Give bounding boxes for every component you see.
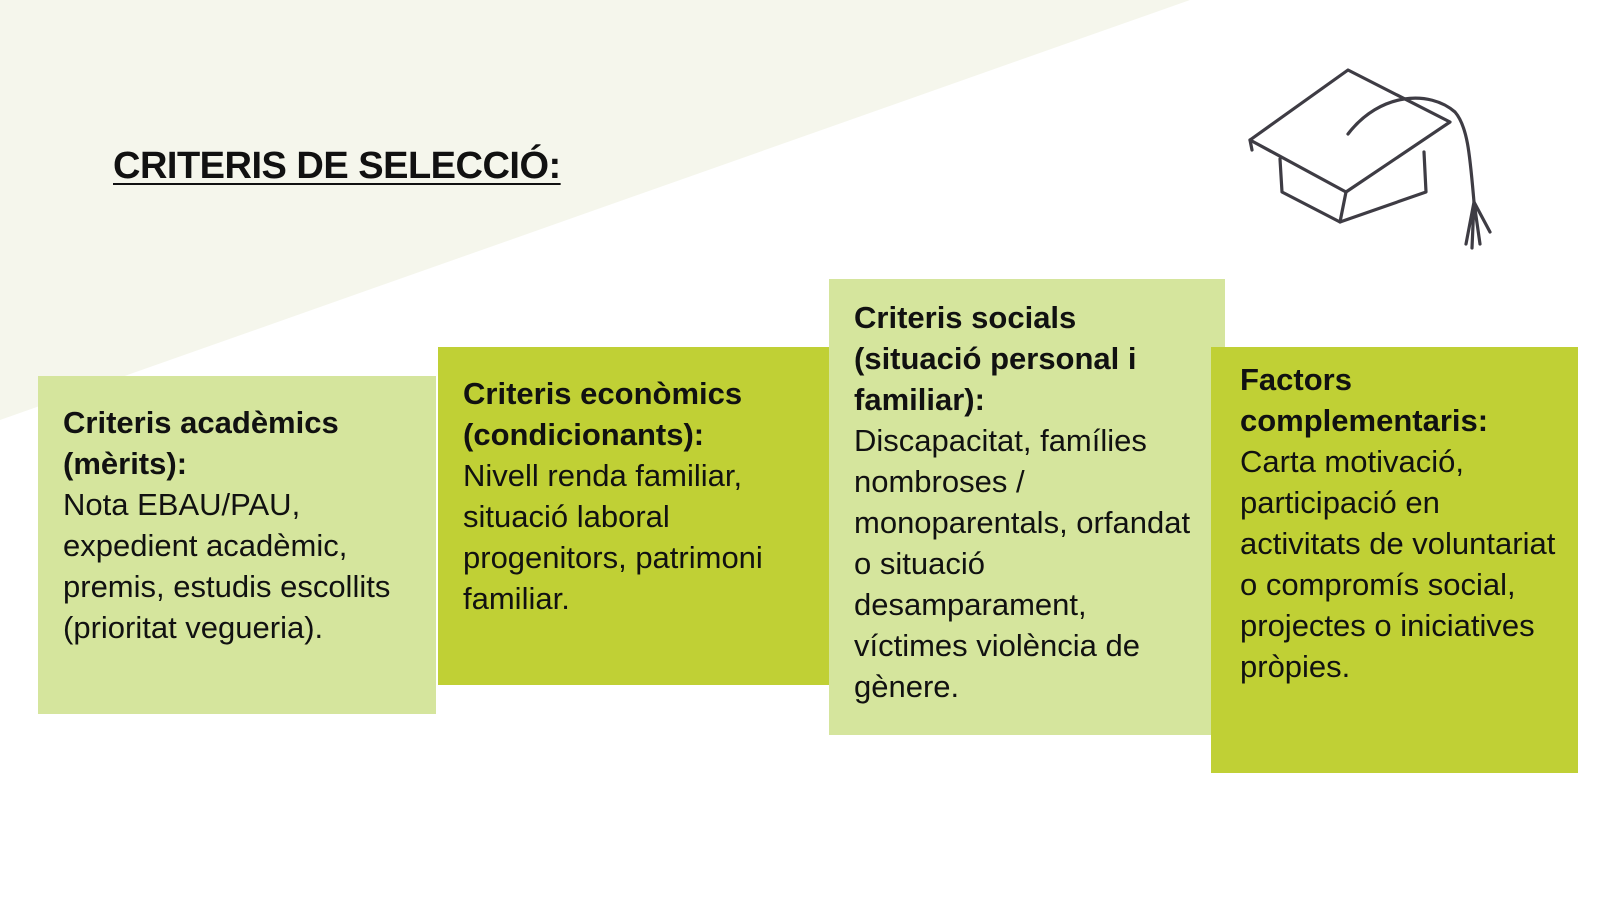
card-academic-criteria [38, 376, 436, 714]
card-complementary-factors [1211, 347, 1578, 773]
card-body: Discapacitat, famílies nombroses / monoparentals, orfandat o situació desamparament, víctimes violència de gènere. [854, 423, 1191, 704]
card-body: Nota EBAU/PAU, expedient acadèmic, premis, estudis escollits (prioritat vegueria). [63, 487, 391, 645]
card-heading: Criteris econòmics (condicionants): [463, 376, 743, 452]
card-heading: Criteris acadèmics (mèrits): [63, 405, 339, 481]
card-body: Carta motivació, participació en activitats de voluntariat o compromís social, projectes o iniciatives pròpies. [1240, 444, 1556, 684]
card-body: Nivell renda familiar, situació laboral progenitors, patrimoni familiar. [463, 458, 763, 616]
card-economic-criteria [438, 347, 829, 685]
card-social-criteria [829, 279, 1225, 735]
page-title: CRITERIS DE SELECCIÓ: [113, 145, 561, 187]
graduation-cap-icon [1240, 62, 1520, 252]
card-heading: Criteris socials (situació personal i familiar): [854, 300, 1137, 417]
card-heading: Factors complementaris: [1240, 362, 1489, 438]
